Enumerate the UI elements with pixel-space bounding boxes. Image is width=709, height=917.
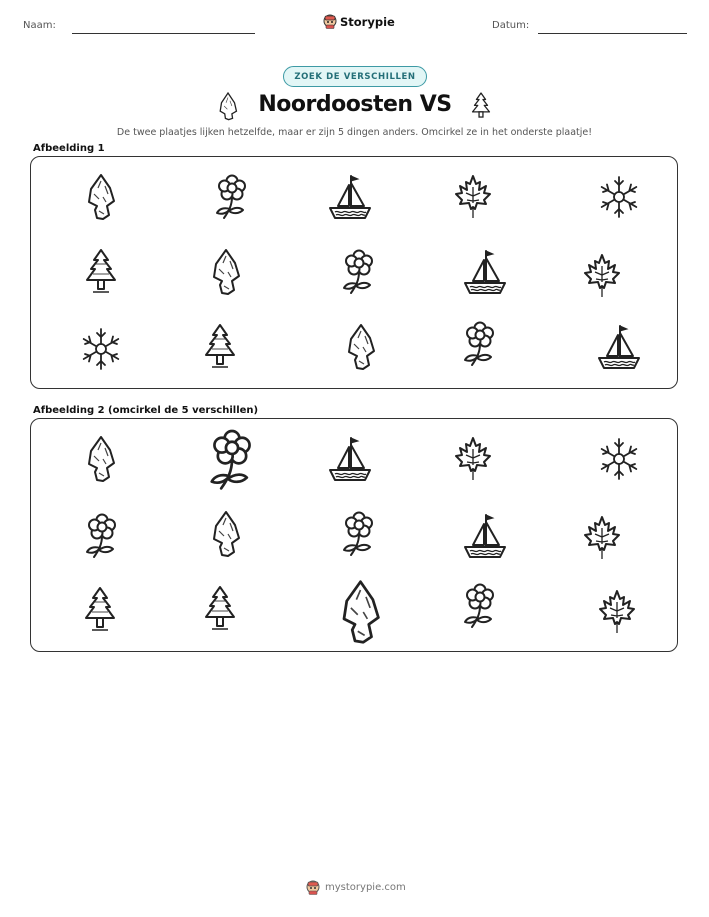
p2-r3-c4-flower[interactable] bbox=[460, 582, 500, 630]
page-title: Noordoosten VS bbox=[258, 92, 452, 117]
maple-leaf-icon bbox=[582, 252, 622, 300]
p1-r2-c3-flower[interactable] bbox=[339, 248, 379, 296]
p2-r1-c5-snowflake[interactable] bbox=[597, 437, 641, 481]
p1-r1-c3-sailboat[interactable] bbox=[327, 173, 373, 221]
footer bbox=[306, 880, 406, 895]
p1-r2-c5-maple-leaf[interactable] bbox=[582, 252, 622, 300]
p1-r2-c1-pine-tree[interactable] bbox=[81, 248, 121, 296]
arrowhead-icon bbox=[81, 173, 121, 221]
p1-r1-c1-arrowhead[interactable] bbox=[81, 173, 121, 221]
sailboat-icon bbox=[327, 173, 373, 221]
snowflake-icon bbox=[597, 175, 641, 219]
p2-r3-c2-pine-tree[interactable] bbox=[200, 585, 240, 633]
p1-r1-c4-maple-leaf[interactable] bbox=[453, 173, 493, 221]
date-label: Datum: bbox=[492, 20, 530, 31]
p1-r3-c4-flower[interactable] bbox=[460, 320, 500, 368]
p1-r2-c4-sailboat[interactable] bbox=[462, 248, 508, 296]
p1-r3-c2-pine-tree[interactable] bbox=[200, 323, 240, 371]
p1-r3-c3-arrowhead[interactable] bbox=[341, 323, 381, 371]
arrowhead-icon bbox=[206, 510, 246, 558]
maple-leaf-icon bbox=[453, 173, 493, 221]
arrowhead-icon bbox=[333, 577, 388, 647]
title-arrowhead-icon bbox=[215, 91, 241, 121]
flower-icon bbox=[339, 510, 379, 558]
p2-r1-c2-flower[interactable] bbox=[205, 427, 259, 493]
footer-url: mystorypie.com bbox=[325, 882, 406, 893]
storypie-mascot-icon bbox=[323, 14, 337, 29]
snowflake-icon bbox=[597, 437, 641, 481]
picture-2-label: Afbeelding 2 (omcirkel de 5 verschillen) bbox=[33, 405, 259, 416]
maple-leaf-icon bbox=[582, 514, 622, 562]
pine-tree-icon bbox=[200, 585, 240, 633]
p2-r2-c4-sailboat[interactable] bbox=[462, 512, 508, 560]
p2-r3-c1-pine-tree[interactable] bbox=[80, 586, 120, 634]
pine-tree-icon bbox=[81, 248, 121, 296]
storypie-footer-icon bbox=[306, 880, 320, 895]
sailboat-icon bbox=[462, 248, 508, 296]
pine-tree-icon bbox=[200, 323, 240, 371]
title-pine-tree-icon bbox=[468, 91, 494, 121]
maple-leaf-icon bbox=[597, 588, 637, 636]
name-label: Naam: bbox=[23, 20, 56, 31]
p2-r2-c5-maple-leaf[interactable] bbox=[582, 514, 622, 562]
p2-r2-c2-arrowhead[interactable] bbox=[206, 510, 246, 558]
logo-text: Storypie bbox=[340, 14, 395, 29]
flower-icon bbox=[460, 582, 500, 630]
picture-1-label: Afbeelding 1 bbox=[33, 143, 105, 154]
arrowhead-icon bbox=[215, 91, 241, 121]
storypie-logo bbox=[323, 14, 395, 29]
flower-icon bbox=[212, 173, 252, 221]
sailboat-icon bbox=[462, 512, 508, 560]
arrowhead-icon bbox=[341, 323, 381, 371]
pine-tree-icon bbox=[80, 586, 120, 634]
sailboat-icon bbox=[327, 435, 373, 483]
p1-r3-c1-snowflake[interactable] bbox=[79, 327, 123, 371]
pine-tree-icon bbox=[468, 91, 494, 121]
p1-r2-c2-arrowhead[interactable] bbox=[206, 248, 246, 296]
p2-r2-c3-flower[interactable] bbox=[339, 510, 379, 558]
arrowhead-icon bbox=[206, 248, 246, 296]
p1-r1-c5-snowflake[interactable] bbox=[597, 175, 641, 219]
date-line[interactable] bbox=[538, 33, 687, 34]
sailboat-icon bbox=[596, 323, 642, 371]
p2-r1-c3-sailboat[interactable] bbox=[327, 435, 373, 483]
flower-icon bbox=[339, 248, 379, 296]
snowflake-icon bbox=[79, 327, 123, 371]
flower-icon bbox=[82, 512, 122, 560]
arrowhead-icon bbox=[81, 435, 121, 483]
p1-r1-c2-flower[interactable] bbox=[212, 173, 252, 221]
p1-r3-c5-sailboat[interactable] bbox=[596, 323, 642, 371]
flower-icon bbox=[205, 427, 259, 493]
p2-r3-c3-arrowhead[interactable] bbox=[333, 577, 388, 647]
flower-icon bbox=[460, 320, 500, 368]
maple-leaf-icon bbox=[453, 435, 493, 483]
instructions: De twee plaatjes lijken hetzelfde, maar er zijn 5 dingen anders. Omcirkel ze in het onderste plaatje! bbox=[116, 127, 593, 138]
p2-r1-c1-arrowhead[interactable] bbox=[81, 435, 121, 483]
p2-r1-c4-maple-leaf[interactable] bbox=[453, 435, 493, 483]
p2-r3-c5-maple-leaf[interactable] bbox=[597, 588, 637, 636]
name-line[interactable] bbox=[72, 33, 255, 34]
p2-r2-c1-flower[interactable] bbox=[82, 512, 122, 560]
activity-badge: ZOEK DE VERSCHILLEN bbox=[283, 66, 427, 87]
